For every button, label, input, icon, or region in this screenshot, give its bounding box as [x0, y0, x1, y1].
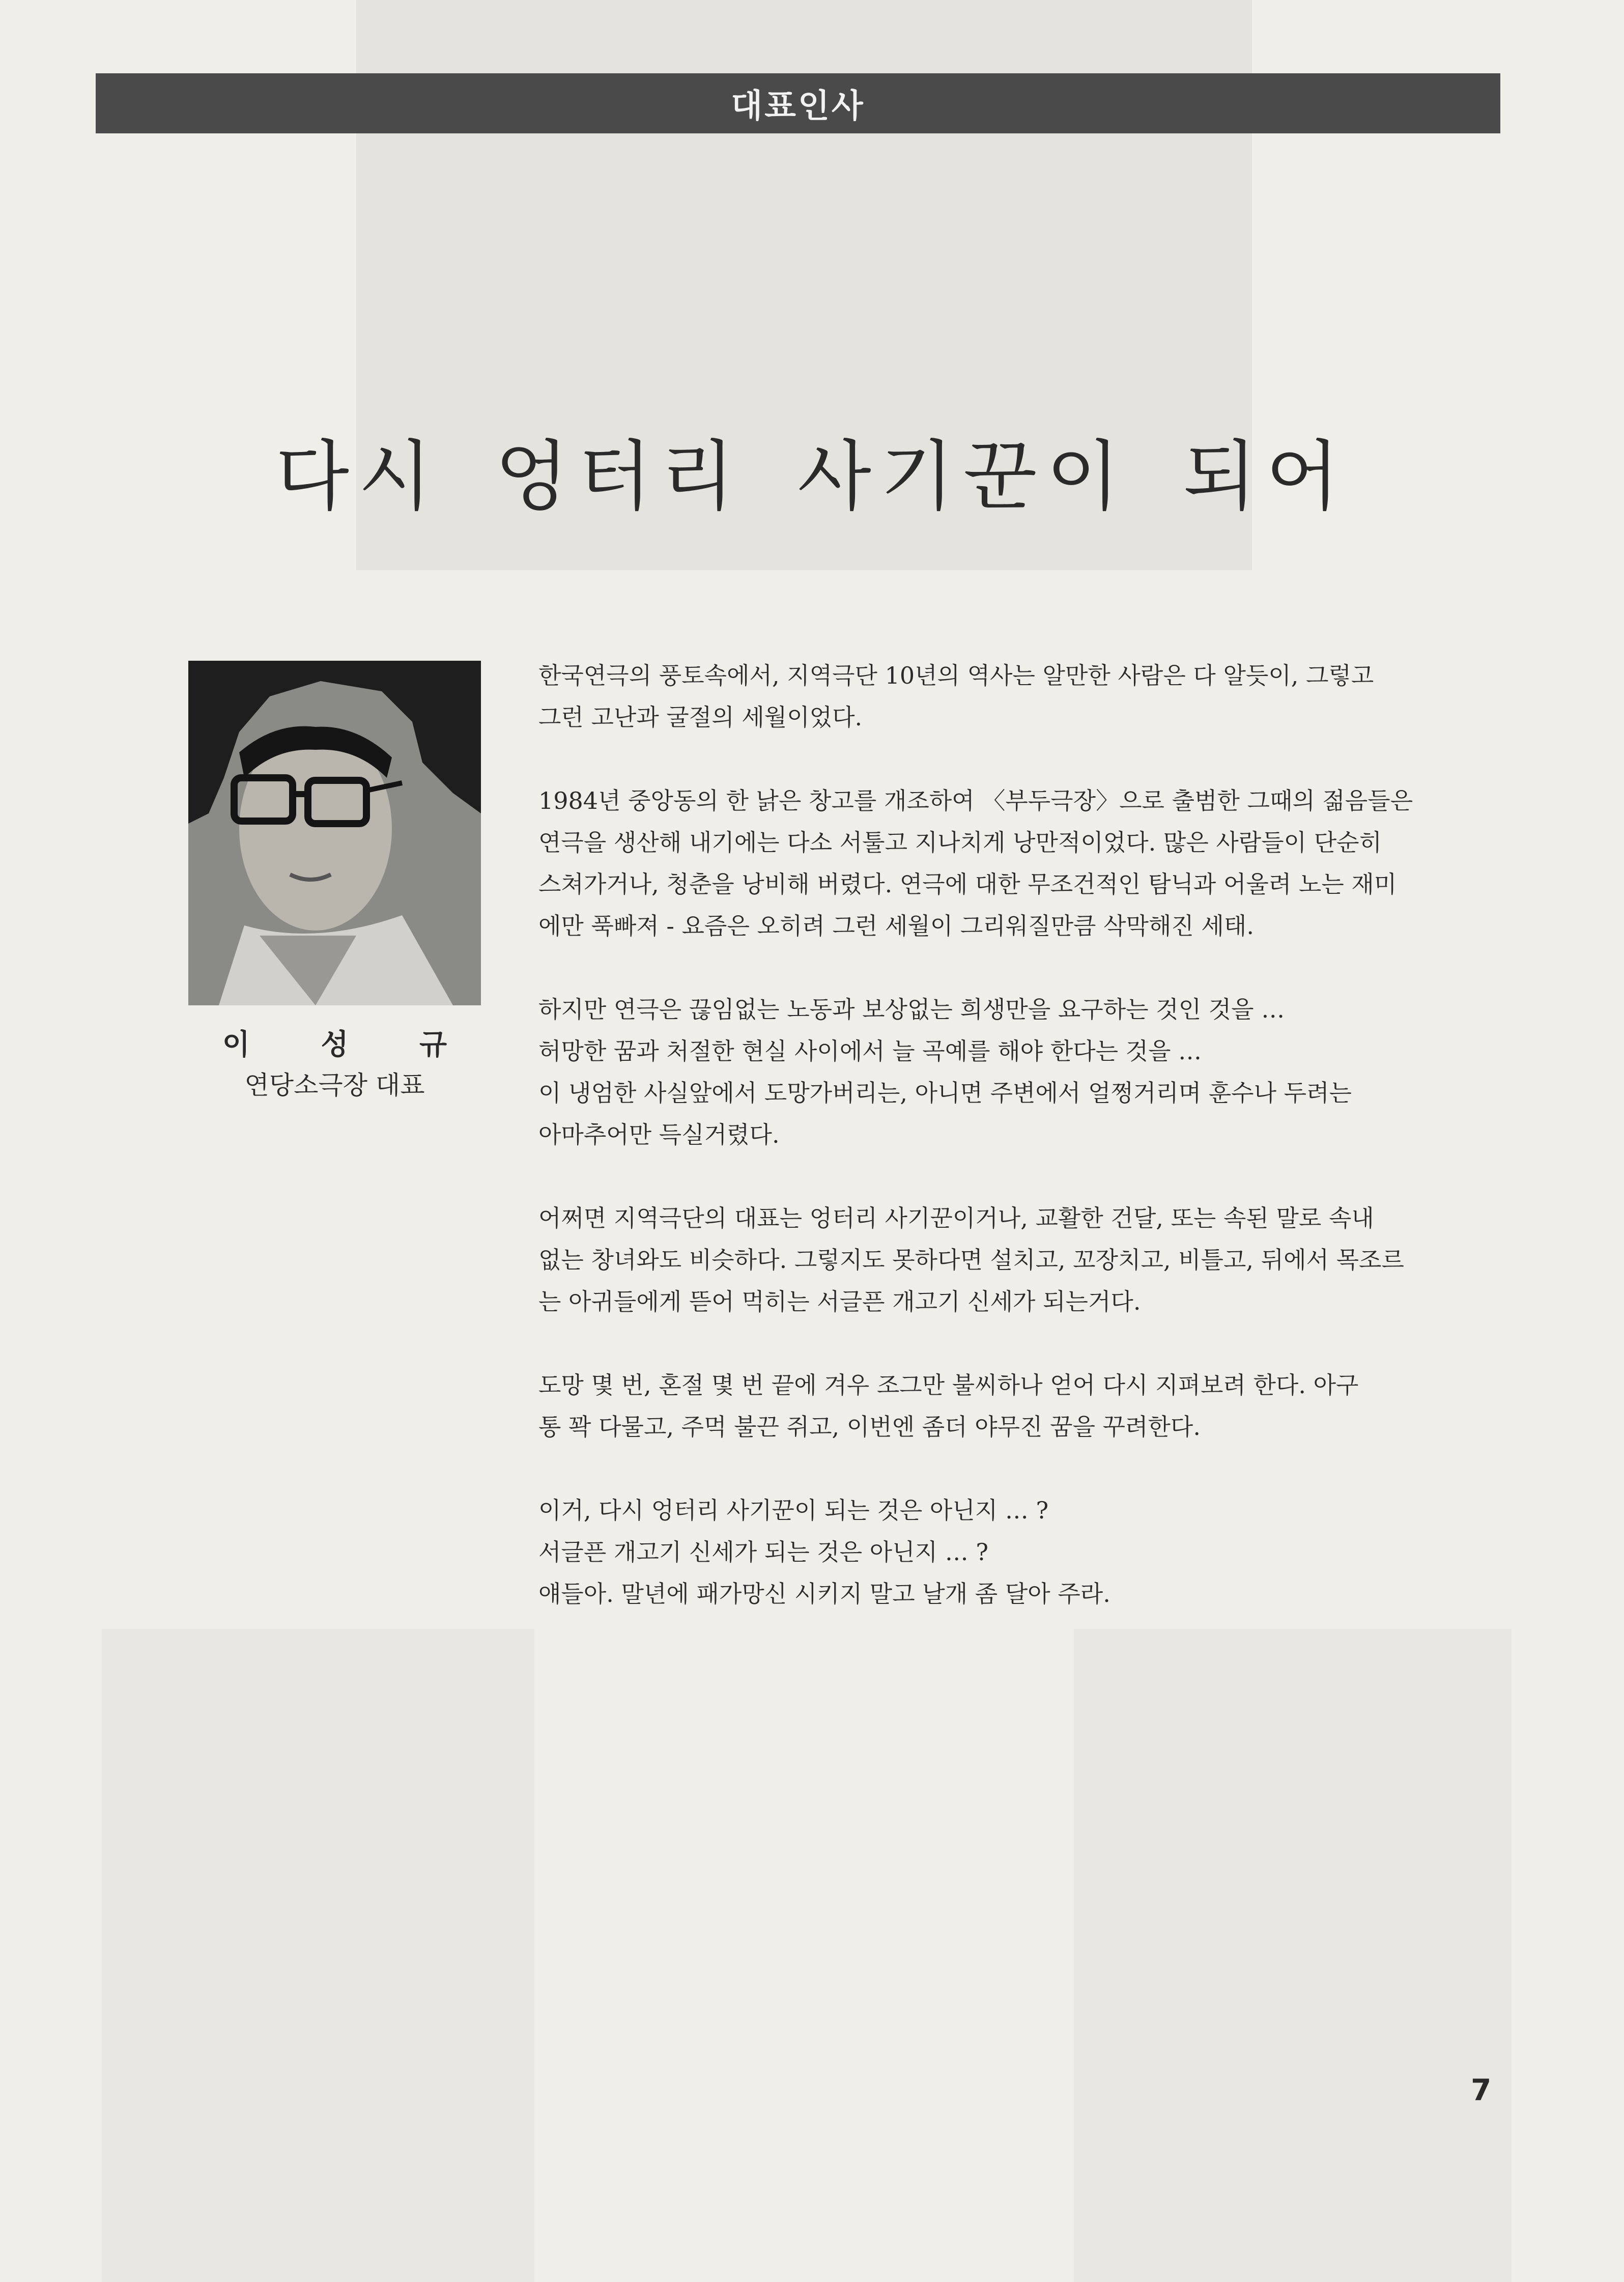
text-line: 아마추어만 득실거렸다. [538, 1121, 780, 1148]
text-line: 는 아귀들에게 뜯어 먹히는 서글픈 개고기 신세가 되는거다. [538, 1288, 1141, 1315]
background-showthrough [102, 1629, 534, 2282]
paragraph [538, 989, 1449, 1156]
paragraph [538, 1489, 1449, 1615]
text-line: 통 꽉 다물고, 주먹 불끈 쥐고, 이번엔 좀더 야무진 꿈을 꾸려한다. [538, 1413, 1201, 1441]
page-number: 7 [1471, 2073, 1492, 2107]
text-line: 얘들아. 말년에 패가망신 시키지 말고 날개 좀 달아 주라. [538, 1580, 1110, 1608]
author-role: 연당소극장 대표 [244, 1070, 425, 1100]
text-line: 하지만 연극은 끊임없는 노동과 보상없는 희생만을 요구하는 것인 것을 … [538, 996, 1285, 1023]
section-label: 대표인사 [731, 88, 865, 125]
text-line: 어쩌면 지역극단의 대표는 엉터리 사기꾼이거나, 교활한 건달, 또는 속된 말로 속내 [538, 1204, 1374, 1232]
text-line: 없는 창녀와도 비슷하다. 그렇지도 못하다면 설치고, 꼬장치고, 비틀고, 뒤에서 목조르 [538, 1246, 1404, 1274]
paragraph [538, 1197, 1449, 1322]
text-line: 1984년 중앙동의 한 낡은 창고를 개조하여 〈부두극장〉으로 출범한 그때의 젊음들은 [538, 787, 1413, 814]
text-line: 에만 푹빠져 - 요즘은 오히려 그런 세월이 그리워질만큼 삭막해진 세태. [538, 912, 1254, 940]
section-header-bar [96, 73, 1500, 133]
paragraph [538, 780, 1449, 947]
text-line: 한국연극의 풍토속에서, 지역극단 10년의 역사는 알만한 사람은 다 알듯이, 그렇고 [538, 662, 1374, 689]
text-line: 허망한 꿈과 처절한 현실 사이에서 늘 곡예를 해야 한다는 것을 … [538, 1037, 1202, 1065]
text-line: 서글픈 개고기 신세가 되는 것은 아닌지 … ? [538, 1538, 988, 1566]
background-showthrough [1074, 1629, 1512, 2282]
paragraph [538, 655, 1449, 738]
author-name: 이 성 규 [222, 1028, 478, 1061]
text-line: 이거, 다시 엉터리 사기꾼이 되는 것은 아닌지 … ? [538, 1497, 1049, 1524]
text-line: 이 냉엄한 사실앞에서 도망가버리는, 아니면 주변에서 얼쩡거리며 훈수나 두려는 [538, 1079, 1352, 1107]
text-line: 도망 몇 번, 혼절 몇 번 끝에 겨우 조그만 불씨하나 얻어 다시 지펴보려 한다. 아구 [538, 1371, 1359, 1399]
article-body [538, 655, 1449, 1656]
author-photo [188, 661, 481, 1005]
paragraph [538, 1364, 1449, 1448]
text-line: 연극을 생산해 내기에는 다소 서툴고 지나치게 낭만적이었다. 많은 사람들이 단순히 [538, 829, 1382, 856]
text-line: 스쳐가거나, 청춘을 낭비해 버렸다. 연극에 대한 무조건적인 탐닉과 어울려 노는 재미 [538, 870, 1397, 898]
text-line: 그런 고난과 굴절의 세월이었다. [538, 703, 863, 731]
page-title: 다시 엉터리 사기꾼이 되어 [275, 433, 1349, 521]
